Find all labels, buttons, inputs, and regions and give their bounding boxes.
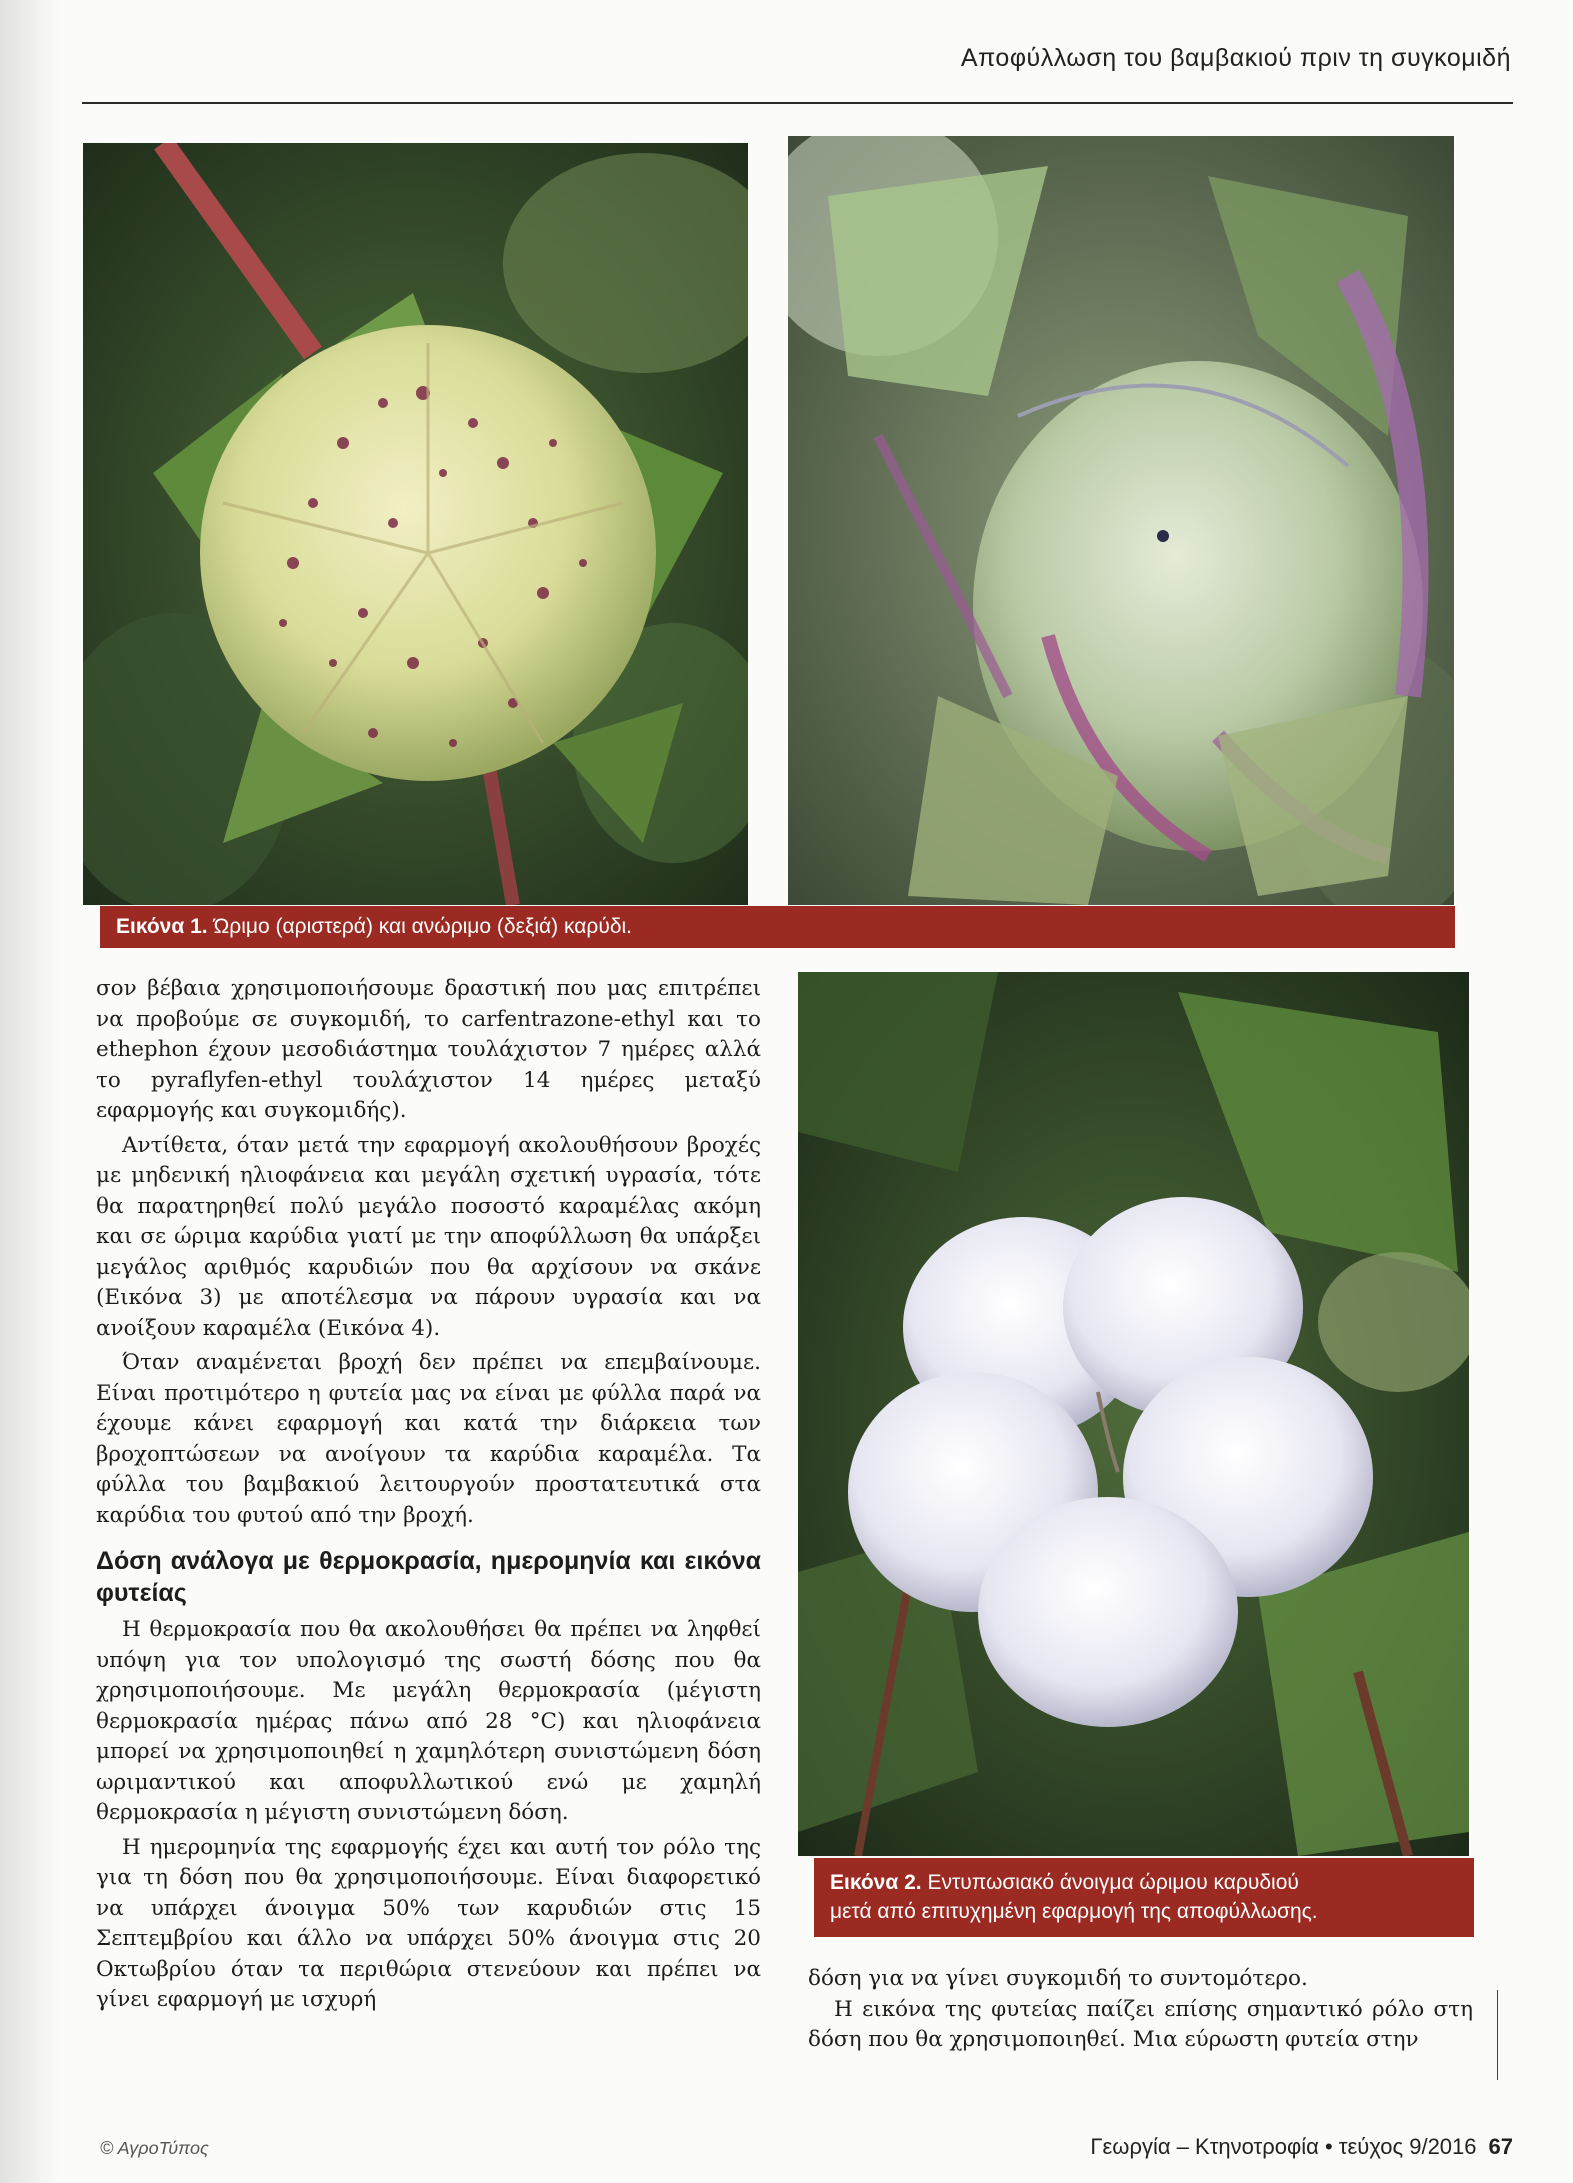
photo-open-boll bbox=[798, 972, 1469, 1856]
mature-boll-image bbox=[83, 143, 748, 905]
section-heading: Δόση ανάλογα με θερμοκρασία, ημερομηνία και εικόνα φυτείας bbox=[96, 1547, 761, 1607]
column-divider bbox=[1497, 1990, 1498, 2080]
page-number: 67 bbox=[1488, 2134, 1513, 2159]
immature-boll-image bbox=[788, 136, 1454, 905]
paragraph-5: Η ημερομηνία της εφαρμογής έχει και αυτή τον ρόλο της για τη δόση που θα χρησιμοποιήσουμε. Είναι διαφορετικό να υπάρχει άνοιγμα 50% των καρυδιών στις 15 Σεπτεμβρίου και άλλο να υπάρχει 50% άνοιγμα στις 20 Οκτωβρίου όταν τα περιθώρια στενεύουν και πρέπει να γίνει εφαρμογή με ισχυρή bbox=[96, 1834, 761, 2012]
figure2-caption-line1: Εντυπωσιακό άνοιγμα ώριμου καρυδιού bbox=[927, 1871, 1299, 1894]
photo-mature-boll bbox=[83, 143, 748, 905]
figure1-label: Εικόνα 1. bbox=[116, 915, 208, 938]
paragraph-3: Όταν αναμένεται βροχή δεν πρέπει να επεμβαίνουμε. Είναι προτιμότερο η φυτεία μας να είναι με φύλλα παρά να έχουμε κάνει εφαρμογή και κατά την διάρκεια των βροχοπτώσεων να ανοίγουν τα καρύδια καραμέλα. Τα φύλλα του βαμβακιού λειτουργούν προστατευτικά στα καρύδια του φυτού από την βροχή. bbox=[96, 1350, 761, 1528]
running-title: Αποφύλλωση του βαμβακιού πριν τη συγκομιδή bbox=[960, 44, 1511, 72]
paragraph-2: Αντίθετα, όταν μετά την εφαρμογή ακολουθήσουν βροχές με μηδενική ηλιοφάνεια και μεγάλη σχετική υγρασία, τότε θα παρατηρηθεί πολύ μεγάλο ποσοστό καραμέλας ακόμη και σε ώριμα καρύδια γιατί με την αποφύλλωση θα υπάρξει μεγάλος αριθμός καρυδιών που θα αρχίσουν να σκάνε (Εικόνα 3) με αποτέλεσμα να πάρουν υγρασία και να ανοίξουν καραμέλα (Εικόνα 4). bbox=[96, 1132, 761, 1341]
page-footer bbox=[1090, 2134, 1513, 2160]
photo-immature-boll bbox=[788, 136, 1454, 905]
publisher-credit: © ΑγροΤύπος bbox=[100, 2138, 209, 2158]
header-rule bbox=[82, 102, 1513, 104]
paragraph-7: Η εικόνα της φυτείας παίζει επίσης σημαντικό ρόλο στη δόση που θα χρησιμοποιηθεί. Μια εύρωστη φυτεία στην bbox=[808, 1996, 1473, 2052]
figure2-caption bbox=[814, 1858, 1474, 1937]
figure1-caption-text: Ώριμο (αριστερά) και ανώριμο (δεξιά) καρύδι. bbox=[213, 915, 633, 938]
figure1-caption bbox=[100, 906, 1455, 948]
figure2-caption-line2: μετά από επιτυχημένη εφαρμογή της αποφύλλωσης. bbox=[830, 1900, 1318, 1923]
paragraph-4: Η θερμοκρασία που θα ακολουθήσει θα πρέπει να ληφθεί υπόψη για τον υπολογισμό της σωστή δόσης που θα χρησιμοποιήσουμε. Με μεγάλη θερμοκρασία (μέγιστη θερμοκρασία ημέρας πάνω από 28 °C) και ηλιοφάνεια μπορεί να χρησιμοποιηθεί η χαμηλότερη συνιστώμενη δόση ωριμαντικού και αποφυλλωτικού ενώ με χαμηλή θερμοκρασία η μέγιστη συνιστώμενη δόση. bbox=[96, 1617, 761, 1825]
paragraph-1: σον βέβαια χρησιμοποιήσουμε δραστική που μας επιτρέπει να προβούμε σε συγκομιδή, το carfentrazone-ethyl και το ethephon έχουν μεσοδιάστημα τουλάχιστον 7 ημέρες αλλά το pyraflyfen-ethyl τουλάχιστον 14 ημέρες μεταξύ εφαρμογής και συγκομιδής). bbox=[96, 976, 761, 1123]
paragraph-6: δόση για να γίνει συγκομιδή το συντομότερο. bbox=[808, 1966, 1308, 1991]
figure2-label: Εικόνα 2. bbox=[830, 1871, 922, 1894]
magazine-issue: Γεωργία – Κτηνοτροφία • τεύχος 9/2016 bbox=[1090, 2134, 1477, 2159]
right-text-column bbox=[808, 1964, 1473, 2056]
page-shadow bbox=[0, 0, 60, 2183]
left-text-column bbox=[96, 974, 761, 2016]
open-boll-image bbox=[798, 972, 1469, 1856]
